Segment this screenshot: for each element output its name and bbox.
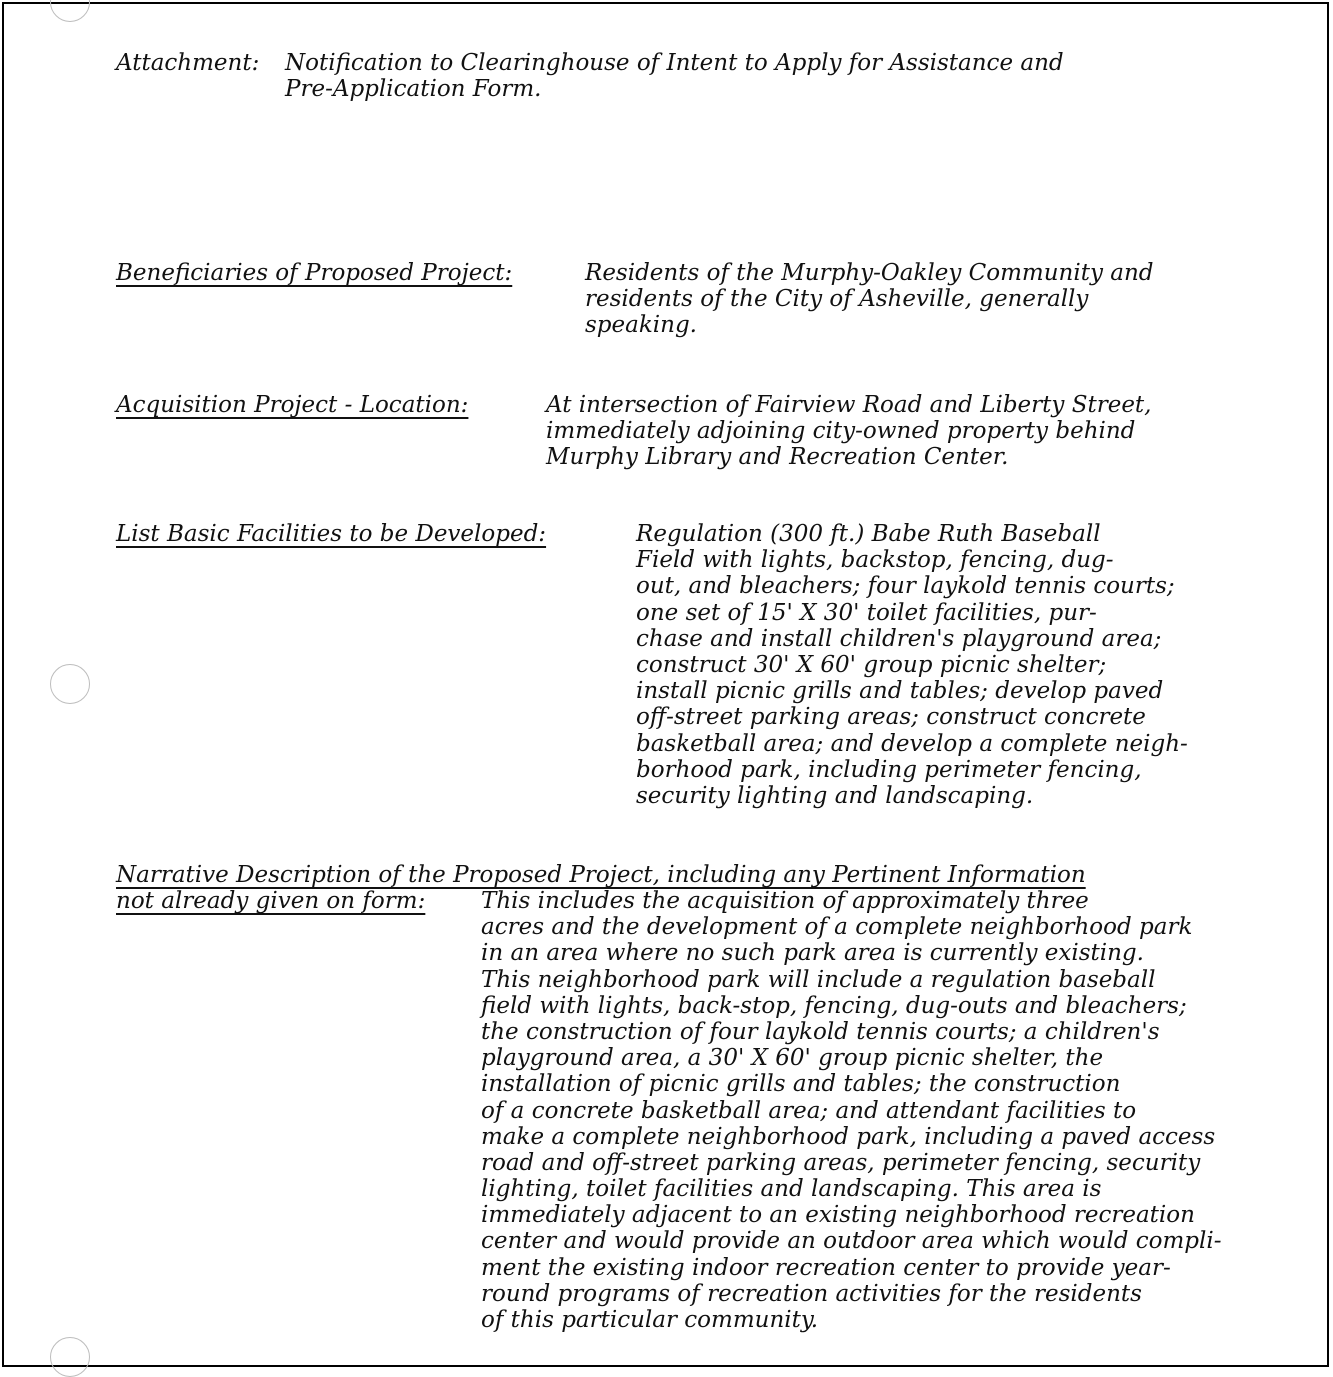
narrative-line: of this particular community. <box>481 1307 819 1333</box>
facilities-line: chase and install children's playground area; <box>636 625 1162 652</box>
narrative-label-line2: not already given on form: <box>116 888 426 914</box>
narrative-line: This includes the acquisition of approximately three <box>481 888 1089 914</box>
narrative-line: immediately adjacent to an existing neighborhood recreation <box>481 1202 1195 1229</box>
facilities-label: List Basic Facilities to be Developed: <box>116 521 547 547</box>
narrative-text <box>481 888 1221 1333</box>
beneficiaries-line: Residents of the Murphy-Oakley Community and <box>585 260 1154 286</box>
narrative-line: ment the existing indoor recreation center to provide year- <box>481 1254 1171 1281</box>
narrative-line: road and off-street parking areas, perimeter fencing, security <box>481 1149 1201 1176</box>
narrative-line: This neighborhood park will include a regulation baseball <box>481 966 1156 993</box>
narrative-line: in an area where no such park area is currently existing. <box>481 940 1144 967</box>
beneficiaries-line: residents of the City of Asheville, generally <box>585 286 1089 313</box>
beneficiaries-text <box>585 260 1154 339</box>
punch-hole-middle <box>50 664 90 704</box>
attachment-line: Pre-Application Form. <box>285 76 542 103</box>
location-line: At intersection of Fairview Road and Liberty Street, <box>546 392 1152 418</box>
facilities-line: basketball area; and develop a complete neigh- <box>636 730 1188 757</box>
location-label: Acquisition Project - Location: <box>116 392 469 418</box>
facilities-line: borhood park, including perimeter fencing, <box>636 756 1142 783</box>
narrative-line: lighting, toilet facilities and landscaping. This area is <box>481 1176 1102 1203</box>
facilities-line: Field with lights, backstop, fencing, dug- <box>636 547 1114 574</box>
narrative-line: of a concrete basketball area; and attendant facilities to <box>481 1097 1137 1124</box>
narrative-line: make a complete neighborhood park, including a paved access <box>481 1123 1216 1150</box>
facilities-line: install picnic grills and tables; develop paved <box>636 678 1164 705</box>
location-line: immediately adjoining city-owned property behind <box>546 418 1136 445</box>
narrative-label-line1: Narrative Description of the Proposed Project, including any Pertinent Information <box>116 862 1086 888</box>
beneficiaries-line: speaking. <box>585 312 697 339</box>
facilities-text <box>636 521 1188 809</box>
facilities-line: one set of 15' X 30' toilet facilities, pur- <box>636 599 1097 626</box>
narrative-line: the construction of four laykold tennis courts; a children's <box>481 1018 1160 1045</box>
facilities-line: off-street parking areas; construct concrete <box>636 704 1146 731</box>
attachment-line: Notification to Clearinghouse of Intent to Apply for Assistance and <box>285 50 1064 76</box>
facilities-line: Regulation (300 ft.) Babe Ruth Baseball <box>636 521 1101 547</box>
narrative-line: acres and the development of a complete neighborhood park <box>481 914 1193 941</box>
narrative-line: center and would provide an outdoor area which would compli- <box>481 1228 1222 1255</box>
narrative-line: installation of picnic grills and tables; the construction <box>481 1071 1121 1098</box>
facilities-line: construct 30' X 60' group picnic shelter; <box>636 651 1107 678</box>
location-text <box>546 392 1151 471</box>
location-line: Murphy Library and Recreation Center. <box>546 444 1009 471</box>
facilities-line: security lighting and landscaping. <box>636 782 1034 809</box>
facilities-line: out, and bleachers; four laykold tennis courts; <box>636 573 1175 600</box>
narrative-line: field with lights, back-stop, fencing, dug-outs and bleachers; <box>481 992 1187 1019</box>
narrative-line: round programs of recreation activities for the residents <box>481 1280 1142 1307</box>
beneficiaries-label: Beneficiaries of Proposed Project: <box>116 260 513 286</box>
attachment-text <box>285 50 1064 102</box>
attachment-label: Attachment: <box>116 50 260 76</box>
narrative-line: playground area, a 30' X 60' group picnic shelter, the <box>481 1045 1104 1072</box>
punch-hole-bottom <box>50 1337 90 1377</box>
